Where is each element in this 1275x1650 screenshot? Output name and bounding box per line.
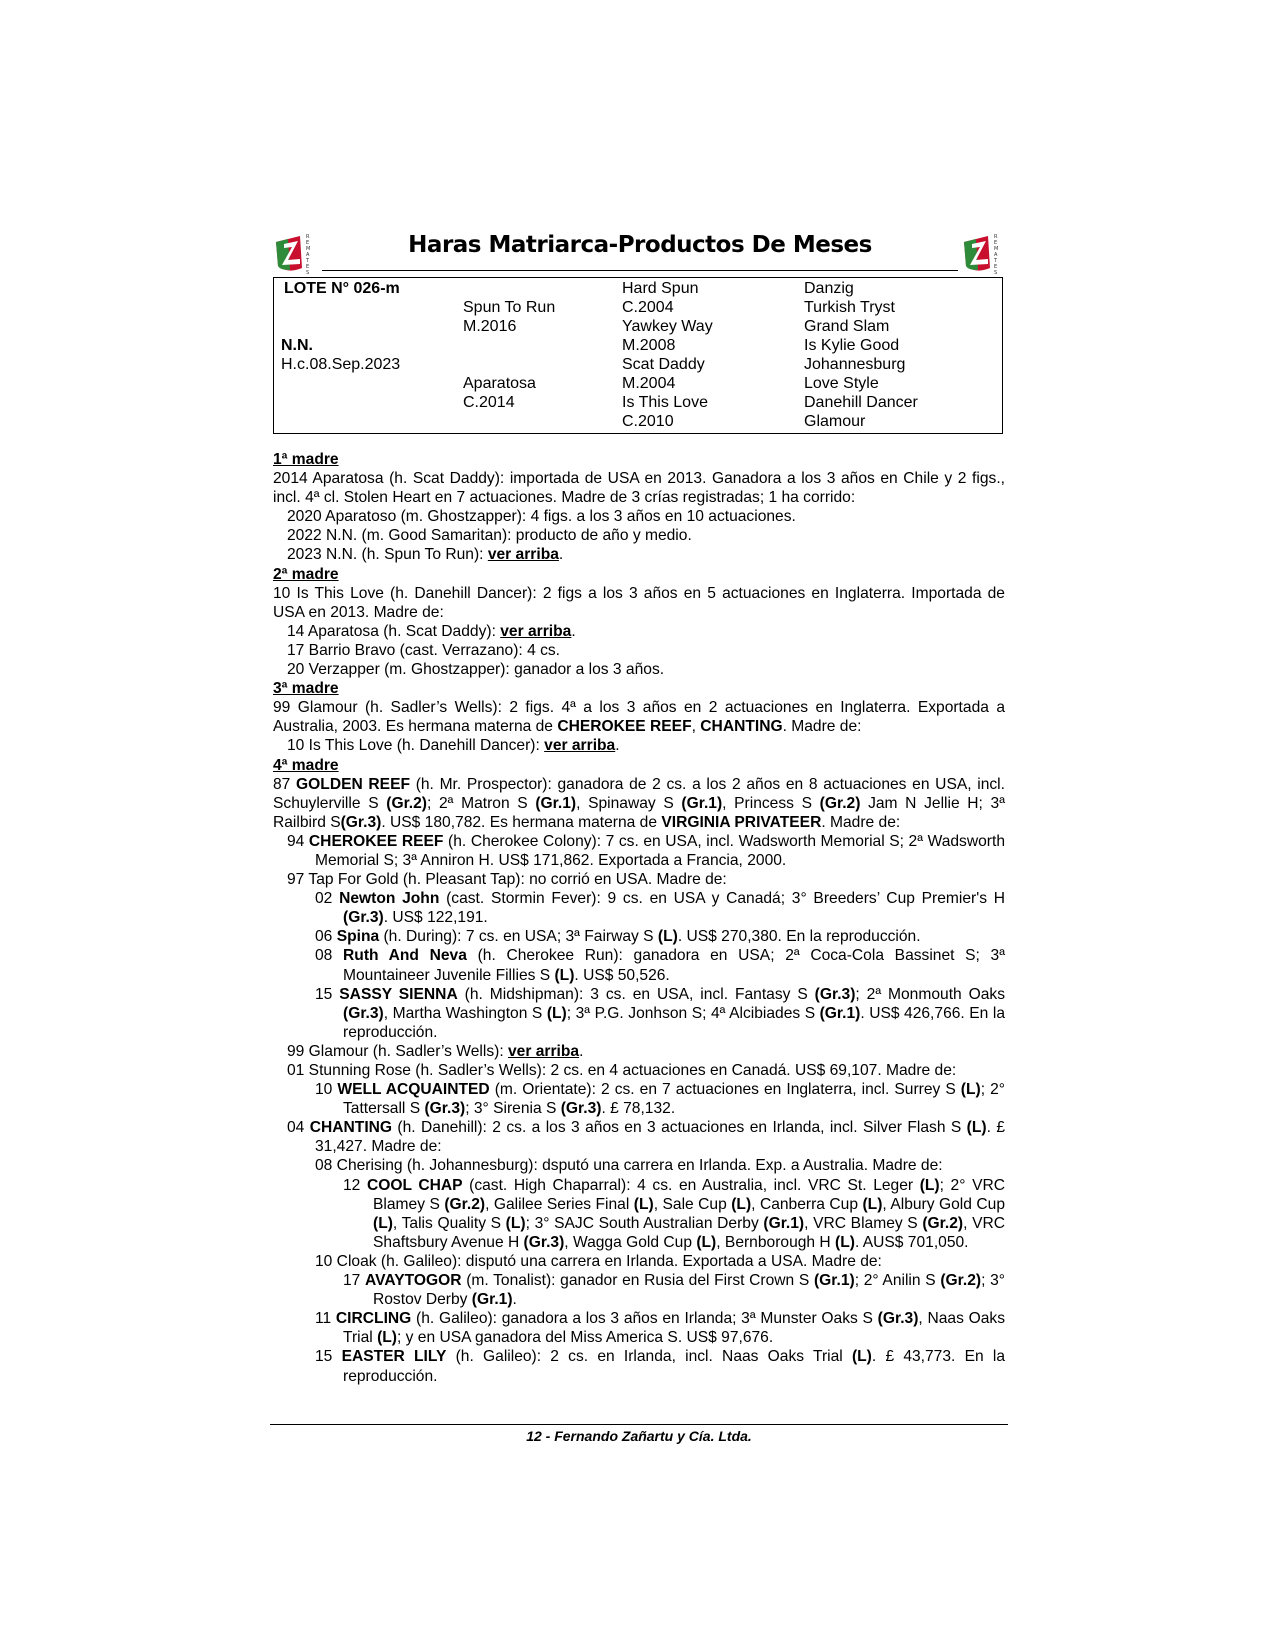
entry: 10 Is This Love (h. Danehill Dancer): 2 figs a los 3 años en 5 actuaciones en Inglaterra. Importada de USA en 2013. Madre de:: [273, 584, 1005, 621]
entry: 97 Tap For Gold (h. Pleasant Tap): no corrió en USA. Madre de:: [287, 871, 727, 889]
svg-text:T: T: [306, 258, 310, 264]
grandsire-1-info: C.2004: [622, 299, 674, 316]
svg-text:E: E: [306, 264, 310, 270]
svg-text:E: E: [306, 240, 310, 246]
lot-number: LOTE N° 026-m: [284, 280, 400, 297]
entry: 10 Cloak (h. Galileo): disputó una carrera en Irlanda. Exportada a USA. Madre de:: [315, 1252, 882, 1270]
grandsire-2-info: M.2004: [622, 375, 676, 392]
entry: 15 EASTER LILY (h. Galileo): 2 cs. en Irlanda, incl. Naas Oaks Trial (L). £ 43,773. En la reproducción.: [315, 1348, 1005, 1385]
entry: 10 Is This Love (h. Danehill Dancer): ver arriba.: [287, 737, 620, 755]
entry: 17 Barrio Bravo (cast. Verrazano): 4 cs.: [287, 641, 561, 659]
grandsire-1: Hard Spun: [622, 280, 699, 297]
granddam-2-info: C.2010: [622, 413, 674, 430]
entry: 99 Glamour (h. Sadler’s Wells): 2 figs. 4ª a los 3 años en 2 actuaciones en Inglaterra. Exportada a Australia, 2003. Es hermana materna de CHEROKEE REEF, CHANTING. Madre de:: [273, 699, 1005, 736]
granddam-2: Is This Love: [622, 394, 708, 411]
ancestor-6: Love Style: [804, 375, 879, 392]
ancestor-2: Turkish Tryst: [804, 299, 895, 316]
svg-text:M: M: [994, 246, 999, 252]
svg-text:A: A: [994, 252, 998, 258]
entry: 2014 Aparatosa (h. Scat Daddy): importada de USA en 2013. Ganadora a los 3 años en Chile y 2 figs., incl. 4ª cl. Stolen Heart en 7 actuaciones. Madre de 3 crías registradas; 1 ha corrido:: [273, 470, 1005, 507]
entry: 2020 Aparatoso (m. Ghostzapper): 4 figs. a los 3 años en 10 actuaciones.: [287, 508, 796, 526]
granddam-1: Yawkey Way: [622, 318, 713, 335]
header-rule: [322, 270, 958, 271]
horse-description: H.c.08.Sep.2023: [281, 356, 401, 373]
produce-record: [273, 450, 1005, 1386]
entry: 08 Cherising (h. Johannesburg): dsputó una carrera en Irlanda. Exp. a Australia. Madre de:: [315, 1157, 943, 1175]
section-heading: 4ª madre: [273, 756, 339, 774]
entry: 08 Ruth And Neva (h. Cherokee Run): ganadora en USA; 2ª Coca-Cola Bassinet S; 3ª Mountaineer Juvenile Fillies S (L). US$ 50,526.: [315, 947, 1006, 984]
page-header: [270, 228, 1010, 274]
entry: 94 CHEROKEE REEF (h. Cherokee Colony): 7 cs. en USA, incl. Wadsworth Memorial S; 2ª Wadsworth Memorial S; 3ª Anniron H. US$ 171,862. Exportada a Francia, 2000.: [287, 832, 1005, 869]
section-heading: 3ª madre: [273, 680, 339, 698]
svg-text:E: E: [994, 264, 998, 270]
entry: 11 CIRCLING (h. Galileo): ganadora a los 3 años en Irlanda; 3ª Munster Oaks S (Gr.3), Naas Oaks Trial (L); y en USA ganadora del Miss America S. US$ 97,676.: [315, 1310, 1005, 1347]
horse-name: N.N.: [281, 337, 313, 354]
grandsire-2: Scat Daddy: [622, 356, 705, 373]
entry: 99 Glamour (h. Sadler’s Wells): ver arriba.: [287, 1042, 584, 1060]
sire-info: M.2016: [463, 318, 517, 335]
ancestor-4: Is Kylie Good: [804, 337, 900, 354]
pedigree-table: [273, 277, 1003, 434]
svg-text:E: E: [994, 240, 998, 246]
entry: 14 Aparatosa (h. Scat Daddy): ver arriba.: [287, 622, 576, 640]
ancestor-7: Danehill Dancer: [804, 394, 918, 411]
svg-text:R: R: [994, 234, 998, 240]
entry: 87 GOLDEN REEF (h. Mr. Prospector): ganadora de 2 cs. a los 2 años en 8 actuaciones en USA, incl. Schuylerville S (Gr.2); 2ª Matron S (Gr.1), Spinaway S (Gr.1), Princess S (Gr.2) Jam N Jellie H; 3ª Railbird S(Gr.3). US$ 180,782. Es hermana materna de VIRGINIA PRIVATEER. Madre de:: [273, 775, 1005, 831]
svg-text:A: A: [306, 252, 310, 258]
entry: 02 Newton John (cast. Stormin Fever): 9 cs. en USA y Canadá; 3° Breeders’ Cup Premier's H (Gr.3). US$ 122,191.: [315, 890, 1005, 927]
entry: 04 CHANTING (h. Danehill): 2 cs. a los 3 años en 3 actuaciones en Irlanda, incl. Silver Flash S (L). £ 31,427. Madre de:: [287, 1119, 1005, 1156]
entry: 01 Stunning Rose (h. Sadler’s Wells): 2 cs. en 4 actuaciones en Canadá. US$ 69,107. Madre de:: [287, 1062, 957, 1079]
entry: 17 AVAYTOGOR (m. Tonalist): ganador en Rusia del First Crown S (Gr.1); 2° Anilin S (Gr.2); 3° Rostov Derby (Gr.1).: [343, 1272, 1005, 1309]
ancestor-3: Grand Slam: [804, 318, 890, 335]
section-heading: 2ª madre: [273, 565, 339, 583]
svg-text:T: T: [994, 258, 998, 264]
entry: 20 Verzapper (m. Ghostzapper): ganador a los 3 años.: [287, 661, 665, 679]
ancestor-1: Danzig: [804, 280, 854, 297]
entry: 2023 N.N. (h. Spun To Run): ver arriba.: [287, 546, 564, 564]
svg-text:S: S: [994, 270, 998, 274]
svg-text:M: M: [306, 246, 311, 252]
sire-name: Spun To Run: [463, 299, 556, 316]
svg-text:S: S: [306, 270, 310, 274]
entry: 12 COOL CHAP (cast. High Chaparral): 4 cs. en Australia, incl. VRC St. Leger (L); 2° VRC Blamey S (Gr.2), Galilee Series Final (L), Sale Cup (L), Canberra Cup (L), Albury Gold Cup (L), Talis Quality S (L); 3° SAJC South Australian Derby (Gr.1), VRC Blamey S (Gr.2), VRC Shaftsbury Avenue H (Gr.3), Wagga Gold Cup (L), Bernborough H (L). AUS$ 701,050.: [343, 1176, 1005, 1251]
dam-info: C.2014: [463, 394, 515, 411]
ancestor-5: Johannesburg: [804, 356, 906, 373]
ancestor-8: Glamour: [804, 413, 866, 430]
footer-rule: [270, 1424, 1008, 1425]
granddam-1-info: M.2008: [622, 337, 676, 354]
zl-remates-logo: [270, 228, 322, 274]
page-title: Haras Matriarca-Productos De Meses: [408, 232, 872, 258]
entry: 2022 N.N. (m. Good Samaritan): producto de año y medio.: [287, 527, 692, 545]
dam-name: Aparatosa: [463, 375, 536, 392]
entry: 06 Spina (h. During): 7 cs. en USA; 3ª Fairway S (L). US$ 270,380. En la reproducción.: [315, 928, 921, 946]
entry: 10 WELL ACQUAINTED (m. Orientate): 2 cs. en 7 actuaciones en Inglaterra, incl. Surrey S (L); 2° Tattersall S (Gr.3); 3° Sirenia S (Gr.3). £ 78,132.: [315, 1081, 1005, 1118]
entry: 15 SASSY SIENNA (h. Midshipman): 3 cs. en USA, incl. Fantasy S (Gr.3); 2ª Monmouth Oaks (Gr.3), Martha Washington S (L); 3ª P.G. Jonhson S; 4ª Alcibiades S (Gr.1). US$ 426,766. En la reproducción.: [315, 985, 1006, 1041]
page-footer: 12 - Fernando Zañartu y Cía. Ltda.: [526, 1428, 752, 1444]
svg-text:R: R: [306, 234, 310, 240]
zl-remates-logo: [958, 228, 1010, 274]
section-heading: 1ª madre: [273, 451, 339, 468]
